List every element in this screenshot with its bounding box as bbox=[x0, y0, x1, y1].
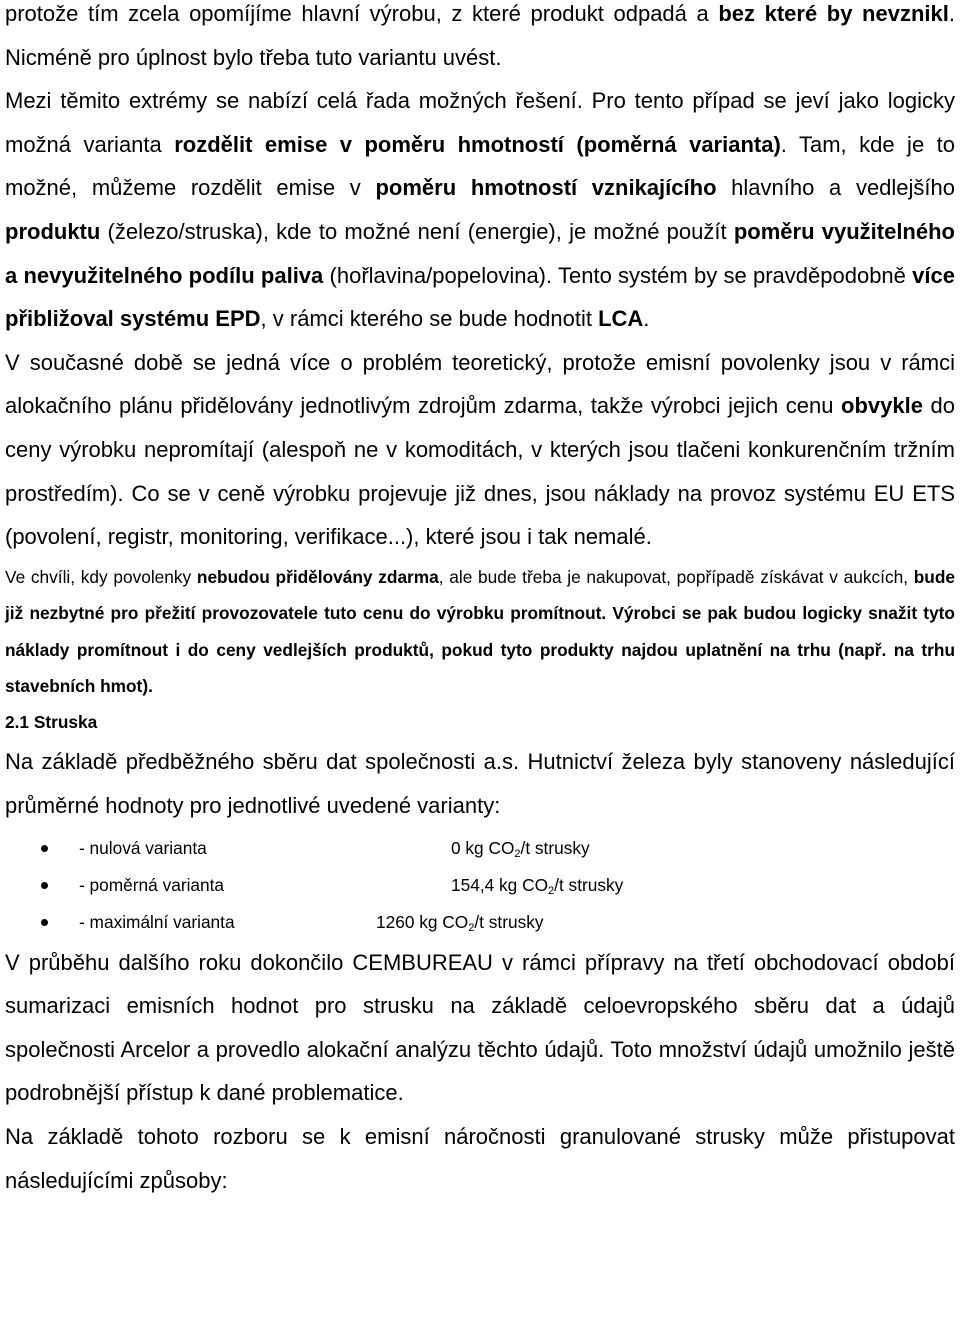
paragraph-future-allowances bbox=[5, 559, 955, 705]
text-span: Mezi těmito extrémy se nabízí celá řada možných řešení. Pro tento případ se jeví jako logicky možná varianta bbox=[5, 88, 955, 157]
variant-subscript: 2 bbox=[468, 921, 475, 934]
text-span: . bbox=[643, 306, 650, 332]
bold-span: více přibližoval systému EPD bbox=[5, 262, 955, 332]
document-page bbox=[5, 0, 955, 1202]
variant-label: - maximální varianta bbox=[79, 911, 235, 932]
text-span: , ale bude třeba je nakupovat, popřípadě získávat v aukcích, bbox=[438, 566, 914, 587]
list-item bbox=[5, 904, 955, 941]
bold-span: rozdělit emise v poměru hmotností (poměrná varianta) bbox=[174, 131, 781, 157]
paragraph-current-situation bbox=[5, 341, 955, 559]
variant-unit: /t strusky bbox=[474, 911, 544, 932]
variant-unit: /t strusky bbox=[520, 837, 590, 858]
text-span: protože tím zcela opomíjíme hlavní výrobu, z které produkt odpadá a bbox=[5, 1, 719, 26]
variant-value-text: 0 kg CO bbox=[451, 837, 515, 858]
bold-span: LCA bbox=[598, 306, 644, 332]
variant-value bbox=[376, 904, 544, 941]
bold-span: poměru hmotností vznikajícího bbox=[375, 175, 717, 201]
variant-value-text: 154,4 kg CO bbox=[451, 874, 549, 895]
list-item bbox=[5, 830, 955, 867]
bullet-icon bbox=[41, 882, 48, 889]
text-span: , v rámci kterého se bude hodnotit bbox=[260, 306, 599, 332]
variant-value bbox=[451, 867, 623, 904]
paragraph-intro bbox=[5, 0, 955, 79]
text-span: . Tam, kde je to možné, můžeme rozdělit emise v bbox=[5, 131, 955, 201]
paragraph-variant-split bbox=[5, 79, 955, 341]
bullet-icon bbox=[41, 919, 48, 926]
list-item bbox=[5, 867, 955, 904]
variant-value bbox=[451, 830, 590, 867]
variant-unit: /t strusky bbox=[554, 874, 624, 895]
text-span: (železo/struska), kde to možné není (energie), je možné použít bbox=[100, 218, 734, 244]
text-span: . Nicméně pro úplnost bylo třeba tuto variantu uvést. bbox=[5, 1, 955, 70]
variant-label: - nulová varianta bbox=[79, 837, 207, 858]
paragraph-data-collection: Na základě předběžného sběru dat společnosti a.s. Hutnictví železa byly stanoveny následující průměrné hodnoty pro jednotlivé uvedené varianty: bbox=[5, 749, 955, 818]
paragraph-approaches: Na základě tohoto rozboru se k emisní náročnosti granulované strusky může přistupovat následujícími způsoby: bbox=[5, 1123, 955, 1193]
text-span: (hořlavina/popelovina). Tento systém by se pravděpodobně bbox=[323, 262, 913, 288]
text-span: Ve chvíli, kdy povolenky bbox=[5, 566, 197, 587]
text-span: hlavního a vedlejšího bbox=[716, 175, 956, 201]
bold-span: nebudou přidělovány zdarma bbox=[196, 566, 439, 587]
text-span: do ceny výrobku nepromítají (alespoň ne v komoditách, v kterých jsou tlačeni konkurenčním tržním prostředím). Co se v ceně výrobku projevuje již dnes, jsou náklady na provoz systému EU ETS (povolení, registr, monitoring, verifikace...), které jsou i tak nemalé. bbox=[5, 393, 955, 550]
variant-subscript: 2 bbox=[548, 884, 555, 897]
bold-span: poměru využitelného a nevyužitelného podílu paliva bbox=[5, 218, 955, 288]
bold-span: bude již nezbytné pro přežití provozovatele tuto cenu do výrobku promítnout. Výrobci se pak budou logicky snažit tyto náklady promítnout i do ceny vedlejších produktů, pokud tyto produkty najdou uplatnění na trhu (např. na trhu stavebních hmot). bbox=[5, 566, 955, 696]
bold-span: produktu bbox=[5, 218, 101, 244]
variant-value-text: 1260 kg CO bbox=[376, 911, 469, 932]
text-span: V současné době se jedná více o problém teoretický, protože emisní povolenky jsou v rámci alokačního plánu přidělovány jednotlivým zdrojům zdarma, takže výrobci jejich cenu bbox=[5, 349, 955, 419]
section-heading: 2.1 Struska bbox=[5, 712, 98, 733]
bullet-icon bbox=[41, 845, 48, 852]
paragraph-cembureau: V průběhu dalšího roku dokončilo CEMBUREAU v rámci přípravy na třetí obchodovací období sumarizaci emisních hodnot pro strusku na základě celoevropského sběru dat a údajů společnosti Arcelor a provedlo alokační analýzu těchto údajů. Toto množství údajů umožnilo ještě podrobnější přístup k dané problematice. bbox=[5, 949, 955, 1106]
bold-span: bez které by nevznikl bbox=[718, 1, 949, 26]
variant-subscript: 2 bbox=[514, 847, 521, 860]
variant-label: - poměrná varianta bbox=[79, 874, 225, 895]
bold-span: obvykle bbox=[841, 393, 923, 419]
variants-list bbox=[5, 830, 955, 941]
